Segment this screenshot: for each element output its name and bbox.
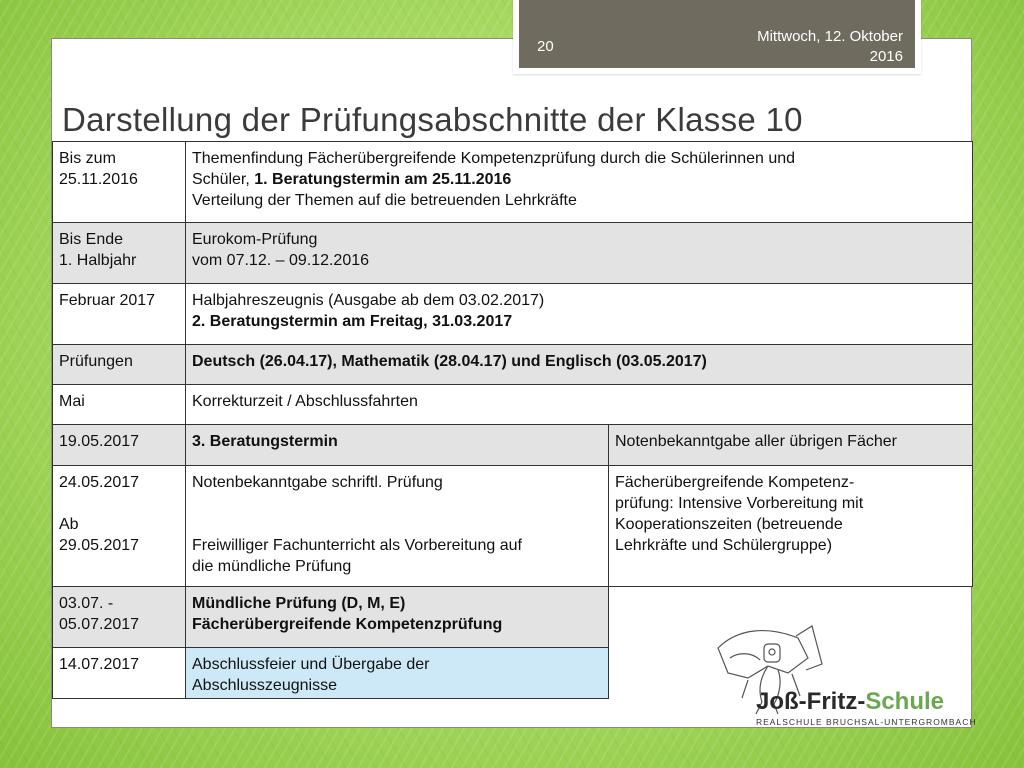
date-cell (53, 284, 186, 345)
date-line: 25.11.2016 (59, 171, 138, 188)
description-cell (186, 385, 973, 425)
date-cell (53, 223, 186, 284)
school-logo-subtitle: REALSCHULE BRUCHSAL-UNTERGROMBACH (756, 717, 977, 727)
date-cell (53, 345, 186, 385)
desc-line: Korrekturzeit / Abschlussfahrten (192, 393, 418, 410)
date-line: Bis zum (59, 150, 116, 167)
slide-number: 20 (537, 38, 554, 55)
date-line: Prüfungen (59, 353, 133, 370)
desc-line: Verteilung der Themen auf die betreuenden Lehrkräfte (192, 192, 577, 209)
date-line: Ab (59, 516, 79, 533)
desc-line: Themenfindung Fächerübergreifende Kompetenzprüfung durch die Schülerinnen und (192, 150, 796, 167)
logo-name-part1: Joß-Fritz- (756, 688, 866, 715)
desc-line: Halbjahreszeugnis (Ausgabe ab dem 03.02.2017) (192, 292, 545, 309)
desc-line: die mündliche Prüfung (192, 558, 352, 575)
date-line: 1. Halbjahr (59, 252, 137, 269)
description-cell (186, 223, 973, 284)
slide-date-line1: Mittwoch, 12. Oktober (757, 28, 903, 45)
logo-name-part2: Schule (865, 688, 945, 715)
desc-line (192, 169, 966, 190)
description-cell (186, 466, 609, 587)
spacer (192, 514, 602, 535)
spacer (192, 493, 602, 514)
desc-bold-line: 3. Beratungstermin (192, 433, 338, 450)
extra-line: Fächerübergreifende Kompetenz- (615, 474, 855, 491)
description-cell (186, 587, 609, 648)
spacer (59, 493, 179, 514)
table-row (53, 425, 973, 466)
header-box (513, 0, 921, 74)
slide-title: Darstellung der Prüfungsabschnitte der Klasse 10 (62, 101, 803, 138)
desc-line: Abschlussfeier und Übergabe der (192, 656, 430, 673)
table-row (53, 142, 973, 223)
date-cell (53, 648, 186, 699)
desc-bold-line: Deutsch (26.04.17), Mathematik (28.04.17) und Englisch (03.05.2017) (192, 353, 707, 370)
desc-line: Abschlusszeugnisse (192, 677, 337, 694)
date-line: 29.05.2017 (59, 537, 140, 554)
extra-cell (609, 425, 973, 466)
date-line: Mai (59, 393, 85, 410)
desc-bold-line: Mündliche Prüfung (D, M, E) (192, 595, 406, 612)
extra-line: Lehrkräfte und Schülergruppe) (615, 537, 833, 554)
schedule-table (52, 141, 973, 699)
date-cell (53, 587, 186, 648)
table-row (53, 385, 973, 425)
extra-line: prüfung: Intensive Vorbereitung mit (615, 495, 864, 512)
header-inner (519, 0, 915, 68)
desc-bold-line: Fächerübergreifende Kompetenzprüfung (192, 616, 503, 633)
desc-text: Schüler, (192, 171, 255, 188)
desc-bold-text: 1. Beratungstermin am 25.11.2016 (254, 171, 512, 188)
extra-line: Kooperationszeiten (betreuende (615, 516, 843, 533)
table-row (53, 466, 973, 587)
table-row (53, 284, 973, 345)
description-cell (186, 284, 973, 345)
date-cell (53, 142, 186, 223)
desc-bold-line: 2. Beratungstermin am Freitag, 31.03.2017 (192, 313, 513, 330)
extra-cell (609, 466, 973, 587)
desc-line: Eurokom-Prüfung (192, 231, 318, 248)
desc-line: vom 07.12. – 09.12.2016 (192, 252, 370, 269)
description-cell (186, 425, 609, 466)
desc-line: Freiwilliger Fachunterricht als Vorbereitung auf (192, 537, 522, 554)
description-cell (186, 648, 609, 699)
table-row (53, 345, 973, 385)
description-cell (186, 345, 973, 385)
date-cell (53, 466, 186, 587)
description-cell (186, 142, 973, 223)
date-line: 14.07.2017 (59, 656, 140, 673)
date-line: 19.05.2017 (59, 433, 140, 450)
date-line: Februar 2017 (59, 292, 156, 309)
date-cell (53, 425, 186, 466)
date-line: 24.05.2017 (59, 474, 140, 491)
date-line: 03.07. - (59, 595, 114, 612)
slide-date-line2: 2016 (869, 48, 903, 65)
desc-line: Notenbekanntgabe schriftl. Prüfung (192, 474, 443, 491)
extra-line: Notenbekanntgabe aller übrigen Fächer (615, 433, 897, 450)
table-row (53, 223, 973, 284)
school-logo-name (756, 688, 944, 716)
slide-date (683, 27, 903, 67)
date-line: 05.07.2017 (59, 616, 140, 633)
date-line: Bis Ende (59, 231, 124, 248)
date-cell (53, 385, 186, 425)
